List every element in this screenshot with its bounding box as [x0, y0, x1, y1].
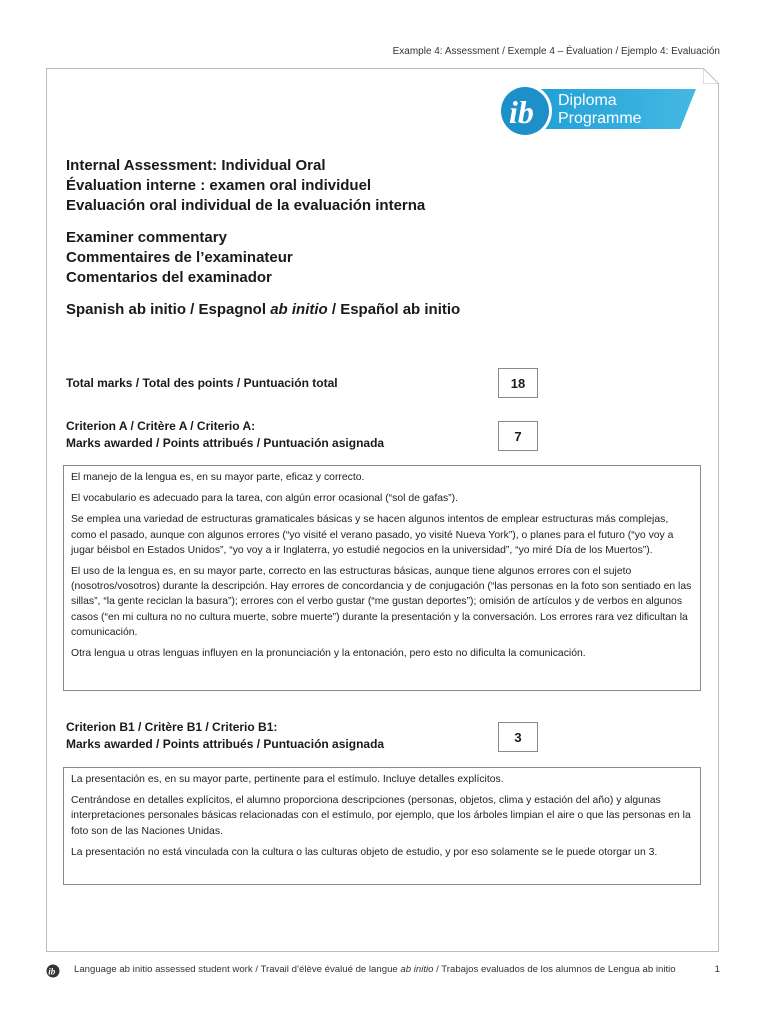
commentary-title — [66, 228, 686, 288]
subject-part-3: / Español ab initio — [327, 301, 461, 318]
criterion-a-comment-3: Se emplea una variedad de estructuras gramaticales básicas y se hacen algunos intentos de emplear estructuras más complejas, como el pasado, aunque con algunos errores (“yo visité el verano pasado, yo visité Nueva York”), o planes para el futuro (“yo voy a jugar béisbol en Estados Unidos”, “yo voy a ir Inglaterra, yo estudié negocios en la universidad”, “yo miré Día de los Muertos”). — [71, 514, 674, 556]
svg-text:ib: ib — [48, 966, 56, 977]
criterion-a-comment-1: El manejo de la lengua es, en su mayor parte, eficaz y correcto. — [71, 472, 365, 483]
criterion-b1-label-2: Marks awarded / Points attribués / Puntuación asignada — [66, 737, 385, 751]
svg-text:ib: ib — [509, 94, 534, 130]
assessment-title — [66, 156, 686, 216]
subject-title — [66, 300, 686, 320]
ib-diploma-logo — [496, 83, 696, 141]
criterion-b1-label-1: Criterion B1 / Critère B1 / Criterio B1: — [66, 720, 278, 734]
subject-part-2: ab initio — [270, 301, 328, 318]
total-marks-value: 18 — [498, 368, 538, 398]
page-number: 1 — [714, 964, 720, 975]
footer-part-2: ab initio — [400, 964, 434, 975]
total-marks-row — [66, 368, 706, 392]
logo-line-1: Diploma — [558, 92, 617, 109]
criterion-b1-value: 3 — [498, 722, 538, 752]
title-es: Evaluación oral individual de la evaluación interna — [66, 197, 426, 214]
title-fr: Évaluation interne : examen oral individuel — [66, 177, 372, 194]
folded-corner-icon — [703, 68, 719, 84]
criterion-b1-comment-2: Centrándose en detalles explícitos, el alumno proporciona descripciones (personas, objetos, clima y estación del año) y algunas interpretaciones personales básicas relacionadas con el estímulo, por ejemplo, que los árboles limpian el aire o que las personas en la foto son de las Naciones Unidas. — [71, 795, 691, 837]
criterion-a-label-1: Criterion A / Critère A / Criterio A: — [66, 419, 256, 433]
footer-part-1: Language ab initio assessed student work / Travail d’élève évalué de langue — [74, 964, 401, 975]
subject-part-1: Spanish ab initio / Espagnol — [66, 301, 271, 318]
footer-text — [74, 964, 676, 975]
criterion-a-comments — [63, 465, 701, 691]
running-header: Example 4: Assessment / Exemple 4 – Évaluation / Ejemplo 4: Evaluación — [392, 46, 720, 57]
criterion-b1-comment-3: La presentación no está vinculada con la cultura o las culturas objeto de estudio, y por eso solamente se le puede otorgar un 3. — [71, 846, 658, 858]
criterion-a-comment-4: El uso de la lengua es, en su mayor parte, correcto en las estructuras básicas, aunque tiene algunos errores con el sujeto (nosotros/vosotros) durante la descripción. Hay errores de concordancia y de conjugación (“las personas en la foto son sentiado en las sillas”, “la gente reciclan la basura”); errores con el verbo gustar (“me gustan deportes”); omisión de artículos y de verbos en algunos casos (“en mi cultura no no cultura muerte, sobre muerte”) durante la presentación y la conversación. Los errores rara vez dificultan la comunicación. — [71, 566, 692, 638]
criterion-a-comment-2: El vocabulario es adecuado para la tarea, con algún error ocasional (“sol de gafas”). — [71, 493, 458, 505]
criterion-a-comment-5: Otra lengua u otras lenguas influyen en la pronunciación y la entonación, pero esto no dificulta la comunicación. — [71, 648, 586, 660]
page-footer — [46, 964, 720, 978]
footer-part-3: / Trabajos evaluados de los alumnos de Lengua ab initio — [433, 964, 676, 975]
commentary-fr: Commentaires de l’examinateur — [66, 249, 293, 266]
logo-line-2: Programme — [558, 110, 642, 127]
total-marks-label: Total marks / Total des points / Puntuación total — [66, 376, 338, 390]
criterion-b1-comment-1: La presentación es, en su mayor parte, pertinente para el estímulo. Incluye detalles explícitos. — [71, 774, 504, 785]
title-section — [66, 156, 686, 320]
criterion-a-label-2: Marks awarded / Points attribués / Puntuación asignada — [66, 436, 385, 450]
title-en: Internal Assessment: Individual Oral — [66, 157, 326, 174]
ib-footer-icon — [46, 964, 62, 978]
commentary-es: Comentarios del examinador — [66, 269, 272, 286]
criterion-b1-comments — [63, 767, 701, 885]
criterion-b1-row — [66, 719, 706, 753]
criterion-a-value: 7 — [498, 421, 538, 451]
criterion-a-row — [66, 418, 706, 452]
commentary-en: Examiner commentary — [66, 229, 227, 246]
document-frame — [46, 68, 719, 952]
